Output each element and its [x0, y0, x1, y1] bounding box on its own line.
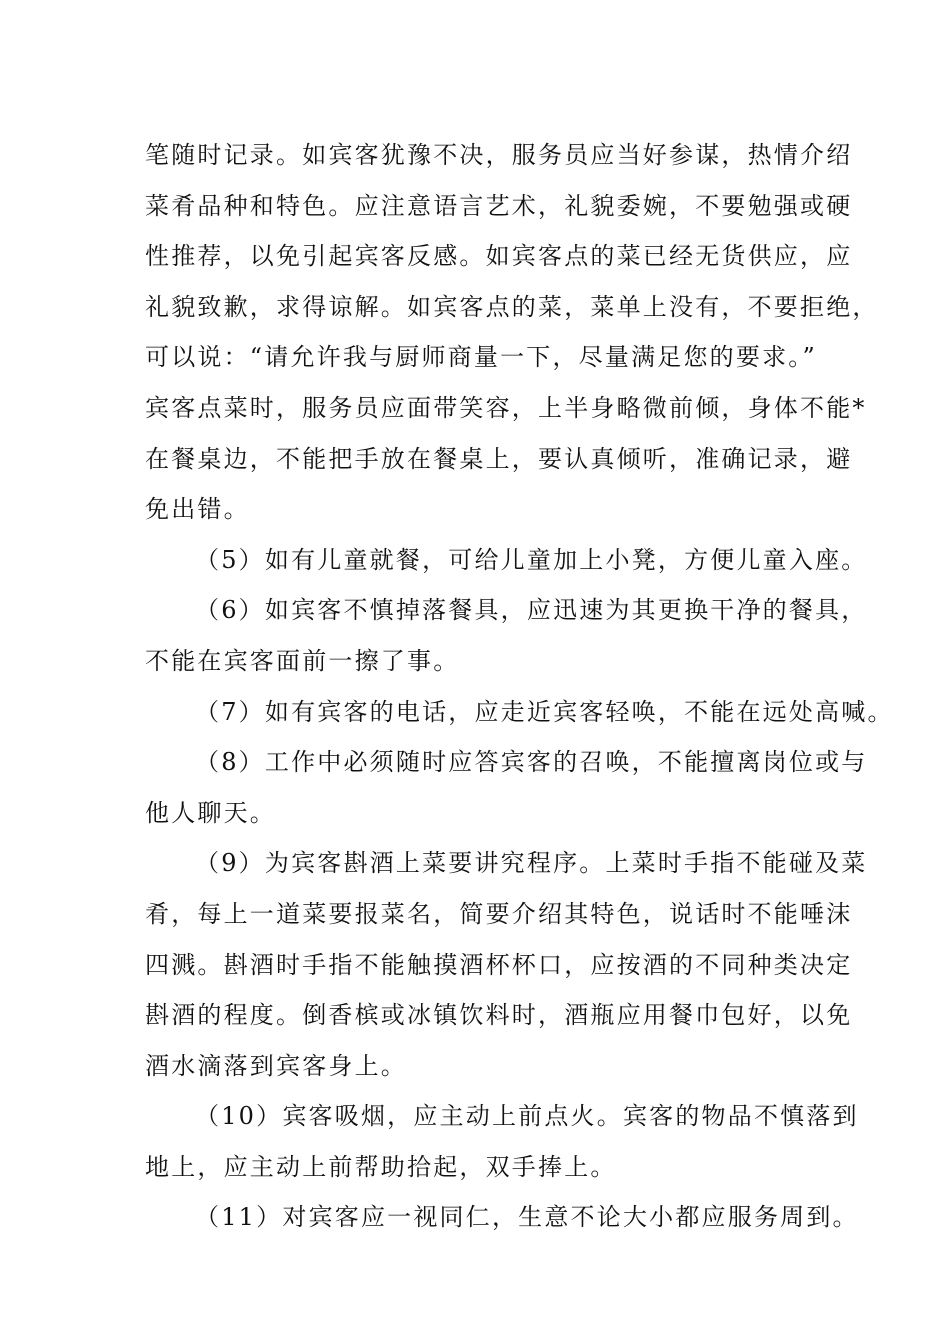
text-line: 四溅。斟酒时手指不能触摸酒杯杯口，应按酒的不同种类决定	[145, 950, 853, 979]
list-item-6: （6）如宾客不慎掉落餐具，应迅速为其更换干净的餐具，	[195, 596, 868, 625]
list-item-9: （9）为宾客斟酒上菜要讲究程序。上菜时手指不能碰及菜	[195, 849, 868, 878]
text-line: 性推荐，以免引起宾客反感。如宾客点的菜已经无货供应，应	[145, 242, 853, 271]
text-line: 笔随时记录。如宾客犹豫不决，服务员应当好参谋，热情介绍	[145, 141, 853, 169]
list-item-7: （7）如有宾客的电话，应走近宾客轻唤，不能在远处高喊。	[195, 697, 894, 726]
list-item-11: （11）对宾客应一视同仁，生意不论大小都应服务周到。	[195, 1203, 859, 1232]
list-item-8: （8）工作中必须随时应答宾客的召唤，不能擅离岗位或与	[195, 748, 868, 777]
text-line: 肴，每上一道菜要报菜名，简要介绍其特色，说话时不能唾沫	[145, 899, 853, 928]
text-line: 酒水滴落到宾客身上。	[145, 1051, 407, 1080]
body-text	[145, 130, 894, 1243]
text-line: 菜肴品种和特色。应注意语言艺术，礼貌委婉，不要勉强或硬	[145, 191, 853, 220]
list-item-5: （5）如有儿童就餐，可给儿童加上小凳，方便儿童入座。	[195, 545, 868, 574]
text-line: 礼貌致歉，求得谅解。如宾客点的菜，菜单上没有，不要拒绝，	[145, 292, 879, 321]
text-line: 地上，应主动上前帮助拾起，双手捧上。	[145, 1152, 617, 1181]
text-line: 可以说：“请允许我与厨师商量一下，尽量满足您的要求。”	[145, 343, 817, 372]
text-line: 宾客点菜时，服务员应面带笑容，上半身略微前倾，身体不能*	[145, 393, 867, 422]
text-line: 他人聊天。	[145, 798, 276, 827]
text-line: 免出错。	[145, 495, 250, 524]
text-line: 斟酒的程度。倒香槟或冰镇饮料时，酒瓶应用餐巾包好，以免	[145, 1001, 853, 1030]
list-item-10: （10）宾客吸烟，应主动上前点火。宾客的物品不慎落到	[195, 1102, 859, 1131]
text-line: 在餐桌边，不能把手放在餐桌上，要认真倾听，准确记录，避	[145, 444, 853, 473]
text-line: 不能在宾客面前一擦了事。	[145, 646, 460, 675]
